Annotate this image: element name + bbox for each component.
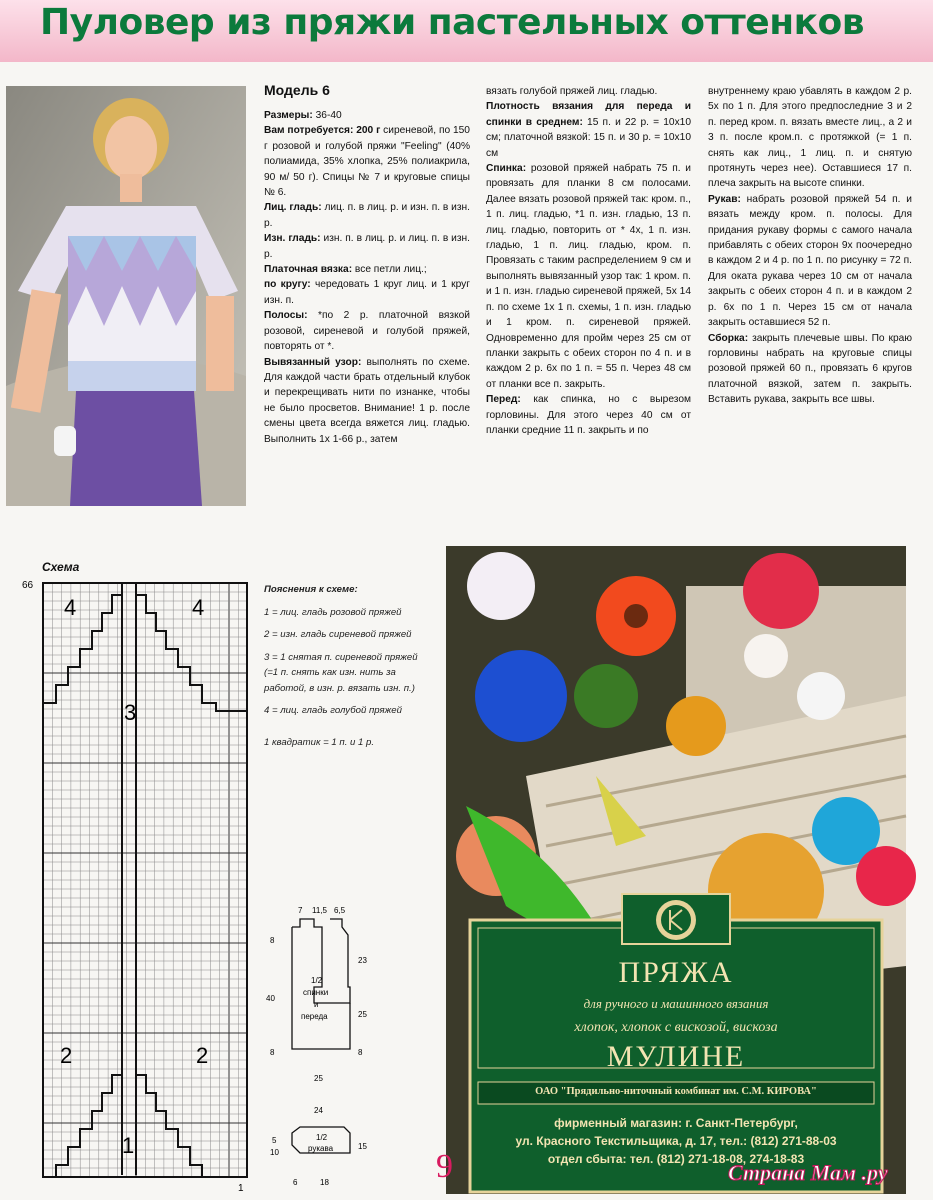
paragraph-text: сиреневой, по 150 г розовой и голубой пряжи "Feeling" (40% полиамида, 35% хлопка, 25% полиакрила, 90 м/ 50 г). Спицы № 7 и круговые спицы № 6. [264, 125, 470, 199]
page-number: 9 [436, 1148, 453, 1185]
zone-label: 4 [192, 595, 205, 620]
advert-line: МУЛИНЕ [606, 1040, 746, 1073]
piece-label: переда [301, 1012, 328, 1021]
paragraph [264, 262, 470, 277]
dim-label: 25 [314, 1074, 323, 1083]
paragraph-text: выполнять по схеме. Для каждой части брать отдельный клубок и перекрещивать нити по изнанке, чтобы не было просветов. Внимание! 1 р. после смены цвета всегда вяжется лиц. гладью. Выполнить 1х 1-66 р., затем [264, 356, 470, 445]
paragraph [264, 200, 470, 231]
paragraph [264, 123, 470, 200]
paragraph [486, 161, 691, 392]
dim-label: 15 [358, 1142, 367, 1151]
paragraph-text: изн. п. в лиц. р. и лиц. п. в изн. р. [264, 233, 471, 260]
paragraph-heading: Вывязанный узор: [264, 356, 362, 368]
piece-label: и [314, 1000, 319, 1009]
advert-line: ОАО "Прядильно-ниточный комбинат им. С.М. КИРОВА" [535, 1086, 817, 1097]
paragraph-heading: Полосы: [264, 310, 308, 322]
piece-label: 1/2 [311, 976, 323, 985]
zone-label: 4 [64, 595, 77, 620]
dim-label: 8 [270, 936, 275, 945]
advert-panel [470, 892, 882, 1192]
advert-line: фирменный магазин: г. Санкт-Петербург, [554, 1116, 798, 1130]
paragraph [264, 308, 470, 354]
paragraph-text: все петли лиц.; [352, 264, 427, 276]
paragraph [708, 331, 912, 408]
dim-label: 8 [270, 1048, 275, 1057]
paragraph-text: 15 п. и 22 р. = 10x10 см; платочной вязкой: 15 п. и 30 р. = 10x10 см [486, 116, 692, 159]
paragraph-text: внутреннему краю убавлять в каждом 2 р. 5х по 1 п. Для этого предпоследние 3 и 2 п. перед кром. п. вязать вместе лиц., а 2 и 3 п. после кром.п. с протяжкой (= 1 п. снять как лиц., 1 лиц. п. и снятую протянуть через нее). Оставшиеся 17 п. плеча закрыть на высоте спинки. [708, 86, 912, 190]
dim-label: 7 [298, 906, 303, 915]
dim-label: 6,5 [334, 906, 346, 915]
advert-line: ПРЯЖА [618, 956, 734, 989]
paragraph-text: *по 2 р. платочной вязкой розовой, сиреневой и голубой пряжей, повторять от *. [264, 310, 470, 353]
model-title: Модель 6 [264, 82, 330, 98]
page-title: Пуловер из пряжи пастельных оттенков [40, 2, 865, 43]
paragraph-heading: Сборка: [708, 332, 749, 344]
advert-line: отдел сбыта: тел. (812) 271-18-08, 274-18-83 [547, 1152, 805, 1166]
dim-label: 24 [314, 1106, 323, 1115]
piece-label: рукава [308, 1144, 334, 1153]
advert-line: для ручного и машинного вязания [583, 996, 769, 1011]
piece-label: спинки [303, 988, 329, 997]
paragraph [486, 99, 691, 161]
paragraph [486, 84, 691, 99]
zone-label: 1 [122, 1133, 135, 1158]
paragraph-text: как спинка, но с вырезом горловины. Для этого через 40 см от планки средние 11 п. закрыть и по [486, 394, 691, 436]
advert-line: ул. Красного Текстильщика, д. 17, тел.: (812) 271-88-03 [515, 1134, 837, 1148]
dim-label: 18 [320, 1178, 329, 1187]
dim-label: 5 [272, 1136, 277, 1145]
legend-item: 1 = лиц. гладь розовой пряжей [264, 606, 402, 618]
paragraph-heading: Плотность вязания для переда и спинки в среднем: [486, 101, 691, 128]
chart-outline-path [56, 1075, 122, 1177]
text-column-3 [708, 84, 912, 408]
dim-label: 40 [266, 994, 275, 1003]
paragraph-heading: по кругу: [264, 279, 311, 291]
paragraph [264, 231, 470, 262]
model-photo [6, 86, 246, 506]
text-column-1 [264, 108, 470, 447]
paragraph [264, 108, 470, 123]
chart-outline-path [136, 1075, 216, 1177]
legend-heading: Пояснения к схеме: [264, 584, 358, 595]
piece-label: 1/2 [316, 1133, 328, 1142]
paragraph-text: чередовать 1 круг лиц. и 1 круг изн. п. [264, 279, 470, 306]
dim-label: 25 [358, 1010, 367, 1019]
paragraph-text: закрыть плечевые швы. По краю горловины набрать на круговые спицы розовой пряжей 60 п., провязать 6 кругов платочной вязкой, затем п. закрыть. Вставить рукава, закрыть все швы. [708, 332, 912, 406]
knitting-chart [20, 575, 250, 1200]
paragraph-text: набрать розовой пряжей 54 п. и вязать между кром. п. полосы. Для придания рукаву формы с самого начала прибавлять с обеих сторон 9х поочередно в каждом 2 и 4 р. по 1 п. по рисунку = 72 п. Для оката рукава через 10 см от начала закрыть с обеих сторон 4 п. и в каждом 2 р. 6х по 1 п. Через 15 см от начала закрыть оставшиеся 52 п. [708, 193, 912, 329]
paragraph-heading: Рукав: [708, 193, 741, 205]
zone-label: 2 [60, 1043, 73, 1068]
chart-legend [264, 582, 424, 757]
dim-label: 6 [293, 1178, 298, 1187]
paragraph-heading: Изн. гладь: [264, 233, 321, 245]
dim-label: 8 [358, 1048, 363, 1057]
watermark: Страна Мам .ру [728, 1160, 888, 1185]
paragraph-text: лиц. п. в лиц. р. и изн. п. в изн. р. [264, 202, 470, 229]
paragraph [264, 355, 470, 447]
paragraph [486, 392, 691, 438]
pattern-drawing [266, 905, 380, 1195]
paragraph-heading: Вам потребуется: 200 г [264, 125, 381, 137]
text-column-2 [486, 84, 691, 438]
legend-item: 2 = изн. гладь сиреневой пряжей [264, 629, 412, 640]
paragraph-heading: Спинка: [486, 163, 527, 175]
scheme-title: Схема [42, 560, 80, 574]
row-number-bottom: 1 [238, 1183, 244, 1194]
paragraph-text: розовой пряжей набрать 75 п. и провязать для планки 8 см полосами. Далее вязать розовой пряжей так: кром. п., 1 п. лиц. гладью, *1 п. изн. гладью, 13 п. лиц. гладью, повторить от * 4х, 1 п. изн. гладью, 1 п. лиц. гладью, кром. п. Провязать с таким распределением 9 см и выполнять вывязанный узор так: 1 кром. п. и 1 п. изн. гладью сиреневой пряжей, 5х 14 п. по схеме 1х 1 п. схемы, 1 п. изн. гладью и 1 кром. п. сиреневой пряжей. Одновременно для пройм через 25 см от планки закрыть с обеих сторон по 4 п. и в каждом 2 р. 6х по 1 п. = 55 п. Через 48 см от планки все п. закрыть. [486, 163, 691, 390]
legend-note: 1 квадратик = 1 п. и 1 р. [264, 736, 375, 748]
paragraph [708, 84, 912, 192]
chart-outline-path [43, 595, 122, 703]
paragraph-text: вязать голубой пряжей лиц. гладью. [486, 86, 658, 97]
paragraph [264, 277, 470, 308]
paragraph-heading: Перед: [486, 394, 521, 406]
paragraph-text: 36-40 [312, 110, 342, 121]
paragraph-heading: Лиц. гладь: [264, 202, 322, 214]
paragraph [708, 192, 912, 331]
paragraph-heading: Размеры: [264, 110, 313, 121]
zone-label: 3 [124, 700, 137, 725]
dim-label: 10 [270, 1148, 279, 1157]
dim-label: 11,5 [312, 906, 327, 915]
advert-line: хлопок, хлопок с вискозой, вискоза [574, 1020, 778, 1035]
dim-label: 23 [358, 956, 367, 965]
zone-label: 2 [196, 1043, 209, 1068]
legend-item: 4 = лиц. гладь голубой пряжей [264, 705, 402, 716]
row-number-top: 66 [22, 580, 34, 591]
paragraph-heading: Платочная вязка: [264, 264, 353, 276]
legend-item: 3 = 1 снятая п. сиреневой пряжей (=1 п. снять как изн. нить за работой, в изн. р. вязать изн. п.) [264, 651, 418, 694]
